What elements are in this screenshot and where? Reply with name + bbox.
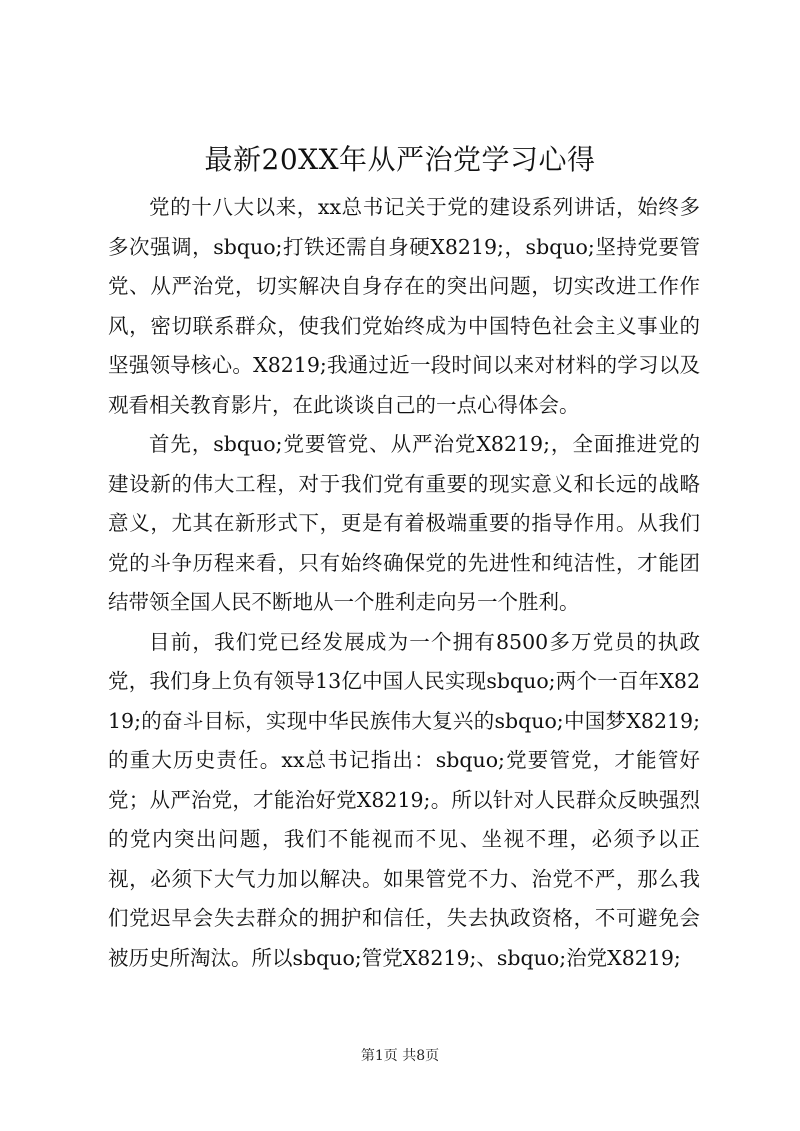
page-footer [0,1046,800,1066]
document-title: 最新20XX年从严治党学习心得 [204,143,596,176]
paragraph-1: 党的十八大以来，xx总书记关于党的建设系列讲话，始终多多次强调，sbquo;打铁还需自身硬X8219;，sbquo;坚持党要管党、从严治党，切实解决自身存在的突出问题，切实改进工作作风，密切联系群众，使我们党始终成为中国特色社会主义事业的坚强领导核心。X8219;我通过近一段时间以来对材料的学习以及观看相关教育影片，在此谈谈自己的一点心得体会。 [108,195,700,417]
paragraph-3: 目前，我们党已经发展成为一个拥有8500多万党员的执政党，我们身上负有领导13亿中国人民实现sbquo;两个一百年X8219;的奋斗目标，实现中华民族伟大复兴的sbquo;中国梦X8219;的重大历史责任。xx总书记指出：sbquo;党要管党，才能管好党；从严治党，才能治好党X8219;。所以针对人民群众反映强烈的党内突出问题，我们不能视而不见、坐视不理，必须予以正视，必须下大气力加以解决。如果管党不力、治党不严，那么我们党迟早会失去群众的拥护和信任，失去执政资格，不可避免会被历史所淘汰。所以sbquo;管党X8219;、sbquo;治党X8219; [108,629,700,970]
page-number-label: 第1页 共8页 [360,1048,440,1064]
paragraph-2: 首先，sbquo;党要管党、从严治党X8219;，全面推进党的建设新的伟大工程，对于我们党有重要的现实意义和长远的战略意义，尤其在新形式下，更是有着极端重要的指导作用。从我们党的斗争历程来看，只有始终确保党的先进性和纯洁性，才能团结带领全国人民不断地从一个胜利走向另一个胜利。 [108,432,700,614]
document-body [108,188,700,978]
